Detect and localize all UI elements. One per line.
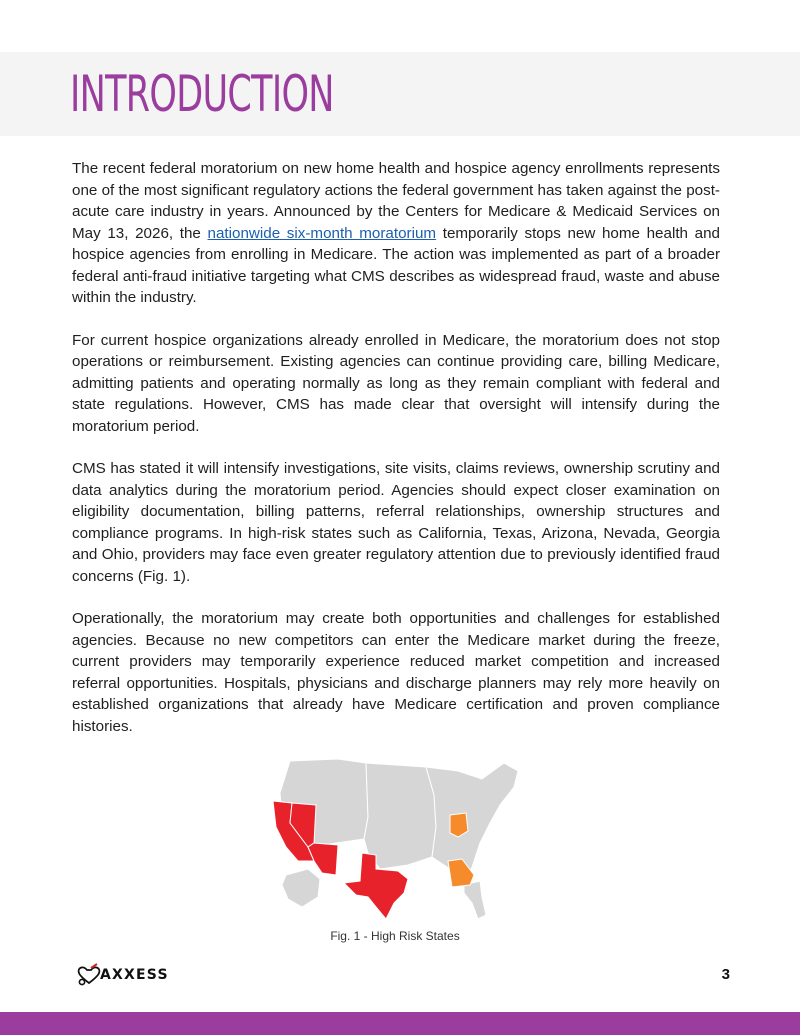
logo-text: AXXESS <box>100 967 169 983</box>
page-number: 3 <box>721 966 730 983</box>
page-title: INTRODUCTION <box>70 65 334 123</box>
figure-caption: Fig. 1 - High Risk States <box>330 929 460 943</box>
moratorium-link[interactable]: nationwide six-month moratorium <box>207 224 437 242</box>
map-florida <box>464 881 486 919</box>
footer-bar <box>0 1012 800 1035</box>
paragraph-1 <box>72 158 720 309</box>
heart-stethoscope-icon <box>79 964 100 985</box>
paragraph-1-text-end: temporarily stops new home health and hospice agencies from enrolling in Medicare. The action was implemented as part of a broader federal anti-fraud initiative targeting what CMS describes as widespread fraud, waste and abuse within the industry. <box>72 224 720 306</box>
paragraph-1-text-start: The recent federal moratorium on new home health and hospice agency enrollments represents one of the most significant regulatory actions the federal government has taken against the post-acute care industry in years. Announced by the Centers for Medicare & Medicaid Services on May 13, 2026, the <box>72 160 720 242</box>
map-alaska <box>282 869 320 907</box>
map-central <box>364 763 436 869</box>
body-text <box>72 158 720 758</box>
us-map-figure <box>268 757 528 922</box>
paragraph-4: Operationally, the moratorium may create both opportunities and challenges for established agencies. Because no new competitors can enter the Medicare market during the freeze, current providers may temporarily experience reduced market competition and increased referral opportunities. Hospitals, physicians and discharge planners may rely more heavily on established organizations that already have Medicare certification and proven compliance histories. <box>72 610 720 735</box>
paragraph-3: CMS has stated it will intensify investigations, site visits, claims reviews, ownership scrutiny and data analytics during the moratorium period. Agencies should expect closer examination on eligibility documentation, billing patterns, referral relationships, ownership structures and compliance programs. In high-risk states such as California, Texas, Arizona, Nevada, Georgia and Ohio, providers may face even greater regulatory attention due to previously identified fraud concerns (Fig. 1). <box>72 460 720 585</box>
map-east <box>426 763 518 883</box>
paragraph-2: For current hospice organizations already enrolled in Medicare, the moratorium does not stop operations or reimbursement. Existing agencies can continue providing care, billing Medicare, admitting patients and operating normally as long as they remain compliant with federal and state regulations. However, CMS has made clear that oversight will intensify during the moratorium period. <box>72 331 720 435</box>
